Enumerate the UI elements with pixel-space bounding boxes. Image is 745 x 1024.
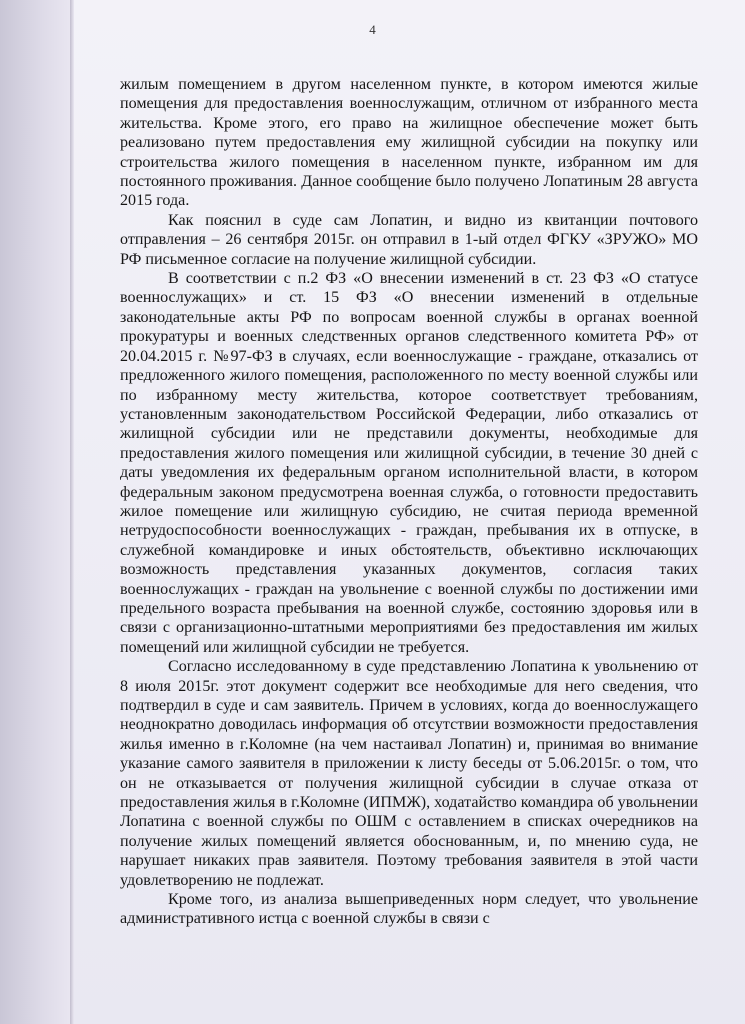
paragraph-2: Как пояснил в суде сам Лопатин, и видно из квитанции почтового отправления – 26 сентября 2015г. он отправил в 1-ый отдел ФГКУ «ЗРУЖО» МО РФ письменное согласие на получение жилищной субсидии.	[120, 211, 698, 268]
paragraph-1: жилым помещением в другом населенном пункте, в котором имеются жилые помещения для предоставления военнослужащим, отличном от избранного места жительства. Кроме этого, его право на жилищное обеспечение может быть реализовано путем предоставления ему жилищной субсидии на покупку или строительства жилого помещения в населенном пункте, избранном им для постоянного проживания. Данное сообщение было получено Лопатиным 28 августа 2015 года.	[120, 76, 698, 210]
paragraph-3: В соответствии с п.2 ФЗ «О внесении изменений в ст. 23 ФЗ «О статусе военнослужащих» и ст. 15 ФЗ «О внесении изменений в отдельные законодательные акты РФ по вопросам военной службы в органах военной прокуратуры и военных следственных органов следственного комитета РФ» от 20.04.2015 г. №97-ФЗ в случаях, если военнослужащие - граждане, отказались от предложенного жилого помещения, расположенного по месту военной службы или по избранному месту жительства, которое соответствует требованиям, установленным законодательством Российской Федерации, либо отказались от жилищной субсидии или не представили документы, необходимые для предоставления жилого помещения или жилищной субсидии, в течение 30 дней с даты уведомления их федеральным органом исполнительной власти, в котором федеральным законом предусмотрена военная служба, о готовности предоставить жилое помещение или жилищную субсидию, не считая периода временной нетрудоспособности военнослужащих - граждан, пребывания их в отпуске, в служебной командировке и иных обстоятельств, объективно исключающих возможность представления указанных документов, согласия таких военнослужащих - граждан на увольнение с военной службы по достижении ими предельного возраста пребывания на военной службе, состоянию здоровья или в связи с организационно-штатными мероприятиями без предоставления им жилых помещений или жилищной субсидии не требуется.	[120, 270, 698, 656]
page-number: 4	[369, 22, 376, 37]
document-body	[120, 75, 698, 929]
scan-page-edge	[0, 0, 78, 1024]
paragraph-5: Кроме того, из анализа вышеприведенных норм следует, что увольнение административного истца с военной службы в связи с	[120, 891, 698, 928]
paragraph-4: Согласно исследованному в суде представлению Лопатина к увольнению от 8 июля 2015г. этот документ содержит все необходимые для него сведения, что подтвердил в суде и сам заявитель. Причем в условиях, когда до военнослужащего неоднократно доводилась информация об отсутствии возможности предоставления жилья именно в г.Коломне (на чем настаивал Лопатин) и, принимая во внимание указание самого заявителя в приложении к листу беседы от 5.06.2015г. о том, что он не отказывается от получения жилищной субсидии в случае отказа от предоставления жилья в г.Коломне (ИПМЖ), ходатайство командира об увольнении Лопатина с военной службы по ОШМ с оставлением в списках очередников на получение жилых помещений является обоснованным, и, по мнению суда, не нарушает никаких прав заявителя. Поэтому требования заявителя в этой части удовлетворению не подлежат.	[120, 658, 698, 889]
